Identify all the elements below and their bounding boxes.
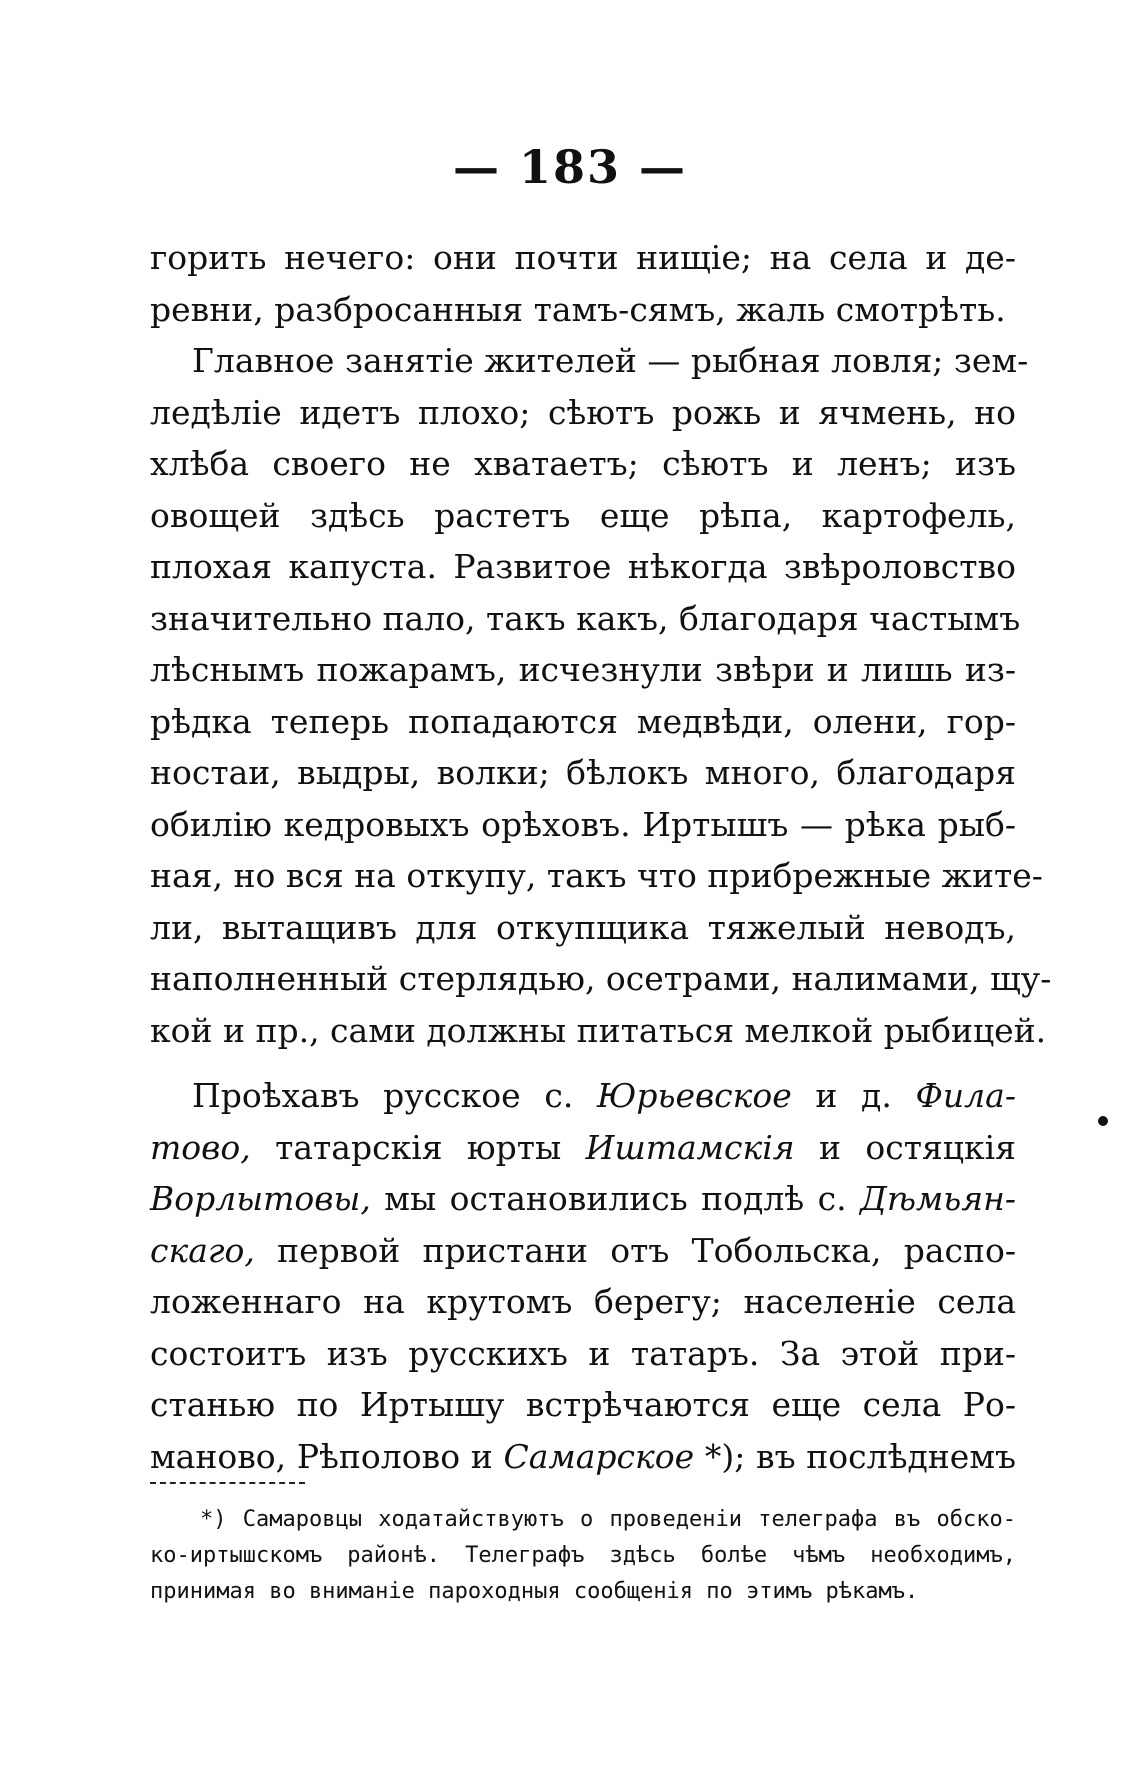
text-run: *); въ послѣднемъ	[694, 1436, 1016, 1476]
text-line: ревни, разбросанныя тамъ-сямъ, жаль смотрѣть.	[150, 289, 1006, 329]
text-line: значительно пало, такъ какъ, благодаря частымъ	[150, 598, 1021, 638]
place-name: Ворлытовы,	[150, 1179, 371, 1218]
text-line: наполненный стерлядью, осетрами, налимами, щу-	[150, 959, 1052, 998]
text-line: обилію кедровыхъ орѣховъ. Иртышъ — рѣка рыб-	[150, 804, 1016, 844]
footnote-separator	[150, 1482, 305, 1484]
footnote-line: принимая во вниманіе пароходныя сообщенія по этимъ рѣкамъ.	[150, 1579, 919, 1604]
text-line	[150, 1225, 1016, 1277]
place-name: Иштамскія	[585, 1127, 795, 1167]
margin-mark	[1098, 1116, 1108, 1126]
text-line	[150, 1173, 1016, 1225]
text-run: маново, Рѣполово и	[150, 1436, 504, 1476]
text-run: и остяцкія	[794, 1127, 1017, 1167]
place-name: Фила-	[915, 1076, 1016, 1115]
text-line: ностаи, выдры, волки; бѣлокъ много, благодаря	[150, 753, 1016, 792]
main-text	[150, 232, 1052, 1482]
text-line: ложеннаго на крутомъ берегу; населеніе села	[150, 1282, 1016, 1321]
page-number: — 183 —	[452, 140, 688, 194]
footnote	[150, 1502, 1016, 1610]
text-run: первой пристани отъ Тобольска, распо-	[254, 1230, 1016, 1270]
place-name: тово,	[150, 1127, 251, 1167]
text-run: и д.	[791, 1076, 916, 1115]
text-run: мы остановились подлѣ с.	[370, 1179, 860, 1218]
text-line: рѣдка теперь попадаются медвѣди, олени, гор-	[150, 701, 1016, 741]
place-name: Дѣмьян-	[859, 1179, 1016, 1218]
text-line: ная, но вся на откупу, такъ что прибрежные жите-	[150, 856, 1043, 895]
place-name: скаго,	[150, 1230, 255, 1270]
footnote-line: ко-иртышскомъ районѣ. Телеграфъ здѣсь болѣе чѣмъ необходимъ,	[150, 1543, 1016, 1568]
text-line: плохая капуста. Развитое нѣкогда звѣроловство	[150, 547, 1016, 586]
text-line: кой и пр., сами должны питаться мелкой рыбицей.	[150, 1010, 1047, 1050]
text-run: татарскія юрты	[250, 1127, 586, 1167]
text-line: ли, вытащивъ для откупщика тяжелый неводъ,	[150, 907, 1016, 947]
text-line: лѣснымъ пожарамъ, исчезнули звѣри и лишь из-	[150, 650, 1016, 689]
text-line: хлѣба своего не хватаетъ; сѣютъ и ленъ; изъ	[150, 444, 1016, 483]
footnote-line: *) Самаровцы ходатайствуютъ о проведеніи телеграфа въ обско-	[200, 1507, 1016, 1532]
text-run: Проѣхавъ русское с.	[192, 1076, 597, 1115]
text-line: ледѣліе идетъ плохо; сѣютъ рожь и ячмень, но	[150, 392, 1016, 432]
place-name: Самарское	[503, 1436, 695, 1476]
text-line: Главное занятіе жителей — рыбная ловля; зем-	[192, 341, 1029, 380]
place-name: Юрьевское	[596, 1076, 792, 1115]
text-line: овощей здѣсь растетъ еще рѣпа, картофель,	[150, 495, 1016, 535]
text-line	[150, 1122, 1016, 1174]
text-line	[150, 1070, 1016, 1122]
text-line	[150, 1431, 1016, 1483]
text-line: горить нечего: они почти нищіе; на села и де-	[150, 238, 1016, 277]
text-line: станью по Иртышу встрѣчаются еще села Ро-	[150, 1385, 1016, 1424]
text-line: состоитъ изъ русскихъ и татаръ. За этой при-	[150, 1333, 1016, 1373]
